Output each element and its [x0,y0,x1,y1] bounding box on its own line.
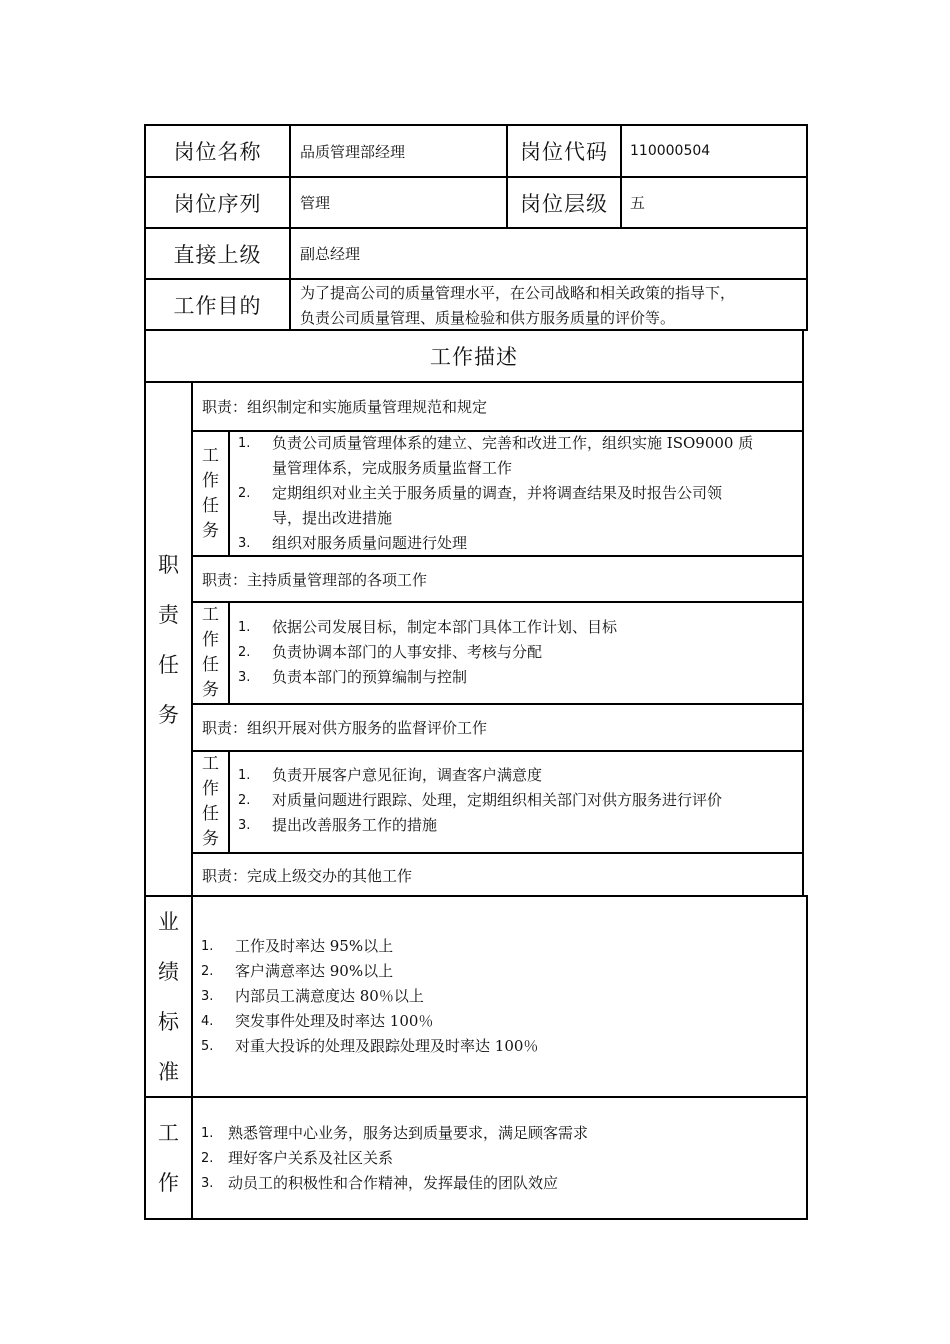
list-item: 1. 负责公司质量管理体系的建立、完善和改进工作，组织实施 ISO9000 质 [238,434,754,452]
duties-side-label: 职 责 任 务 [158,553,179,727]
list-item: 3. 负责本部门的预算编制与控制 [238,668,468,686]
sequence-label: 岗位序列 [173,191,262,216]
list-item: 2. 理好客户关系及社区关系 [201,1149,394,1167]
performance-list [201,934,801,1059]
list-item: 5. 对重大投诉的处理及跟踪处理及时率达 100％ [201,1037,539,1055]
list-item: 2. 负责协调本部门的人事安排、考核与分配 [238,643,543,661]
duty-1: 职责：组织制定和实施质量管理规范和规定 [202,398,488,416]
position-name-value: 品质管理部经理 [300,142,406,161]
list-item: 2. 客户满意率达 90%以上 [201,962,394,980]
position-name-label: 岗位名称 [173,140,262,164]
task-label-1: 工 作 任 务 [202,445,219,541]
work-description-title: 工作描述 [430,345,518,369]
work-section-label: 工 作 [158,1121,179,1195]
list-item: 3. 内部员工满意度达 80％以上 [201,987,424,1005]
sequence-value: 管理 [300,194,331,212]
level-value: 五 [630,194,646,212]
position-code-label: 岗位代码 [520,140,608,164]
purpose-label: 工作目的 [173,293,262,318]
task-label-3: 工 作 任 务 [202,754,219,849]
duty-2-task-list [238,615,800,690]
list-item: 1. 工作及时率达 95%以上 [201,937,394,955]
position-code-value: 110000504 [630,143,711,159]
duty-3-task-list [238,763,800,838]
list-item: 3. 提出改善服务工作的措施 [238,816,438,834]
performance-label: 业 绩 标 准 [158,909,179,1084]
superior-label: 直接上级 [173,242,262,267]
duty-3: 职责：组织开展对供方服务的监督评价工作 [202,719,488,737]
work-section-list [201,1121,801,1196]
list-item: 1. 依据公司发展目标，制定本部门具体工作计划、目标 [238,618,618,636]
list-item: 1. 负责开展客户意见征询，调查客户满意度 [238,766,543,784]
task-label-2: 工 作 任 务 [202,605,219,700]
list-item: 3. 组织对服务质量问题进行处理 [238,534,468,552]
list-item: 1. 熟悉管理中心业务，服务达到质量要求，满足顾客需求 [201,1124,589,1142]
duty-1-task-list [238,431,800,556]
list-item: 3. 动员工的积极性和合作精神，发挥最佳的团队效应 [201,1174,559,1192]
list-item-cont: 导，提出改进措施 [272,509,393,527]
purpose-text: 为了提高公司的质量管理水平，在公司战略和相关政策的指导下， 负责公司质量管理、质量检验和供方服务质量的评价等。 [300,284,736,327]
list-item-cont: 量管理体系，完成服务质量监督工作 [272,459,513,477]
list-item: 4. 突发事件处理及时率达 100％ [201,1012,434,1030]
duty-2: 职责：主持质量管理部的各项工作 [202,570,428,589]
duty-4: 职责：完成上级交办的其他工作 [202,866,413,885]
list-item: 2. 对质量问题进行跟踪、处理，定期组织相关部门对供方服务进行评价 [238,791,723,809]
superior-value: 副总经理 [300,245,361,263]
level-label: 岗位层级 [520,191,608,216]
list-item: 2. 定期组织对业主关于服务质量的调查，并将调查结果及时报告公司领 [238,484,723,502]
